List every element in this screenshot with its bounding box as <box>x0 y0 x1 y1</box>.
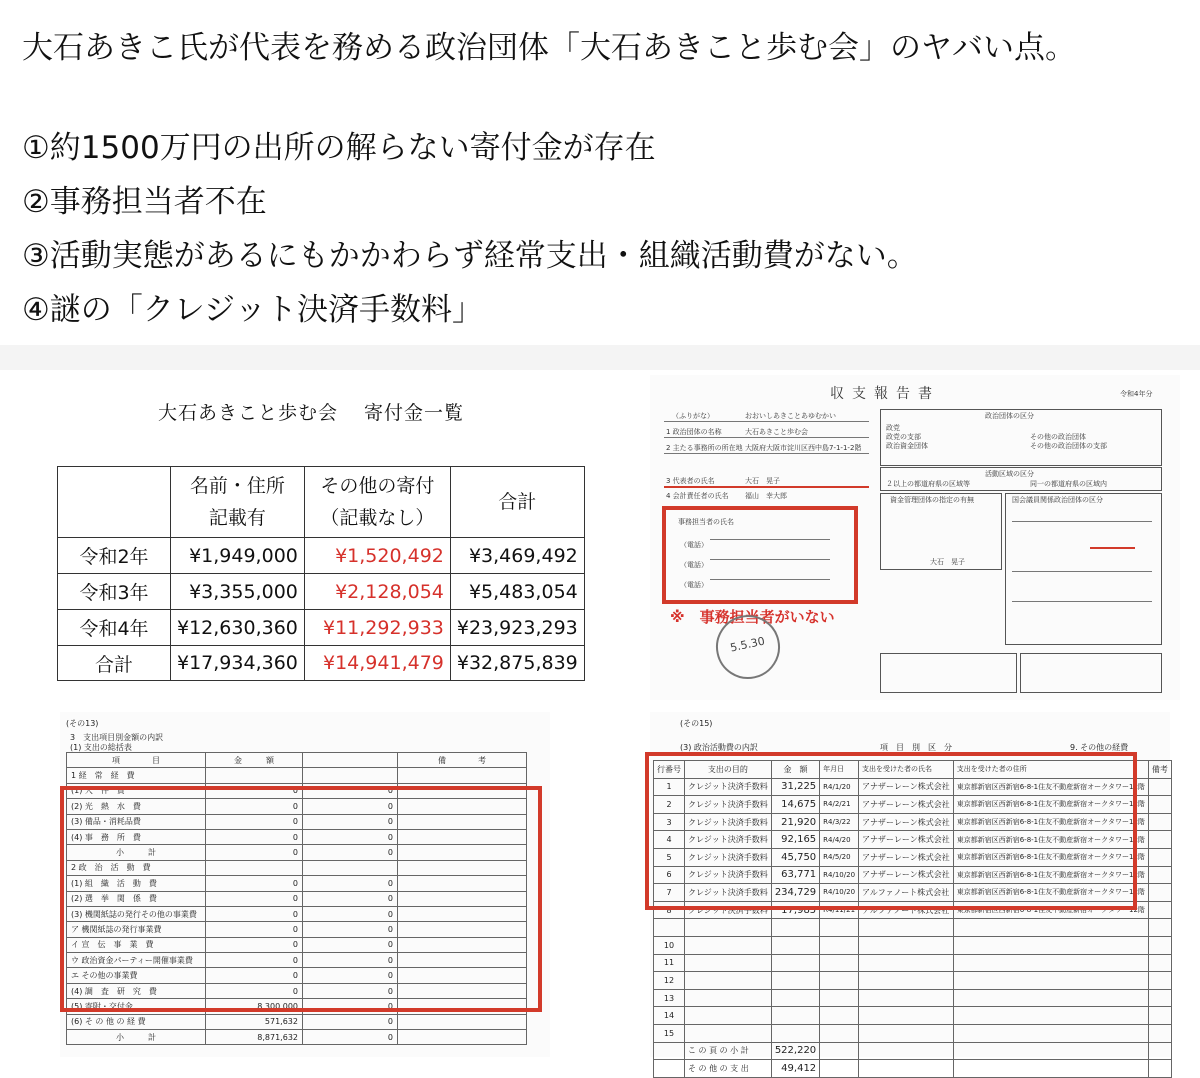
year-cell: 令和4年 <box>58 610 171 646</box>
zero-expense-redbox <box>60 786 542 1012</box>
receipt-stamp: 5.5.30 <box>710 609 786 685</box>
expense-item: 小 計 <box>67 845 206 860</box>
expense-item: (4) 事 務 所 費 <box>67 829 206 844</box>
donation-row <box>58 574 585 610</box>
grand-total: ¥32,875,839 <box>450 646 584 681</box>
named-total: ¥17,934,360 <box>171 646 305 681</box>
area-item: 同一の都道府県の区域内 <box>1030 480 1107 488</box>
report-row-label: 2 主たる事務所の所在地 <box>666 444 743 452</box>
phone-label: （電話） <box>680 581 708 589</box>
category-item: 政党の支部 <box>886 433 921 441</box>
section-head: 政治団体の区分 <box>985 412 1034 420</box>
blank-row: 10 <box>654 936 1172 954</box>
fee-row: 7 クレジット決済手数料 234,729 R4/10/20 アルファノート株式会社 東京都新宿区西新宿6-8-1住友不動産新宿オークタワー12階 <box>654 884 1172 902</box>
unnamed-header: その他の寄付 （記載なし） <box>304 467 450 538</box>
expense-summary-scan <box>60 712 550 1057</box>
phone-label: （電話） <box>680 541 708 549</box>
donation-row <box>58 538 585 574</box>
blank-row: 15 <box>654 1024 1172 1042</box>
report-year-tag: 令和4年分 <box>1120 390 1153 398</box>
report-row-value: 大阪府大阪市淀川区西中島7-1-1-2階 <box>745 444 862 452</box>
point-1: ①約1500万円の出所の解らない寄付金が存在 <box>22 130 656 166</box>
expense-item: エ その他の事業費 <box>67 968 206 983</box>
named-cell: ¥1,949,000 <box>171 538 305 574</box>
donation-total-row <box>58 646 585 681</box>
expense-item: 1 経 常 経 費 <box>67 768 206 783</box>
headline: 大石あきこ氏が代表を務める政治団体「大石あきこと歩む会」のヤバい点。 <box>22 30 1076 66</box>
report-heading: 収支報告書 <box>830 386 940 402</box>
expense-item: (2) 選 挙 関 係 費 <box>67 891 206 906</box>
total-cell: ¥5,483,054 <box>450 574 584 610</box>
unnamed-cell: ¥2,128,054 <box>304 574 450 610</box>
other-row: そ の 他 の 支 出 49,412 <box>654 1060 1172 1078</box>
blank-row: 12 <box>654 972 1172 990</box>
expense-item: (1) 組 織 活 動 費 <box>67 876 206 891</box>
subtotal-row: こ の 頁 の 小 計 522,220 <box>654 1042 1172 1060</box>
expense-item: (3) 機関紙誌の発行その他の事業費 <box>67 906 206 921</box>
expense-item: 小 計 <box>67 1030 206 1045</box>
fee-row: 3 クレジット決済手数料 21,920 R4/3/22 アナザーレーン株式会社 東京都新宿区西新宿6-8-1住友不動産新宿オークタワー12階 <box>654 813 1172 831</box>
total-label: 合計 <box>58 646 171 681</box>
blank-row <box>654 919 1172 937</box>
item-header: 項 目 <box>67 753 206 768</box>
credit-fee-redbox <box>645 752 1137 910</box>
report-row-label: 4 会計責任者の氏名 <box>666 492 729 500</box>
remark-header: 備 考 <box>398 753 527 768</box>
year-cell: 令和2年 <box>58 538 171 574</box>
expense-header-row <box>67 753 527 768</box>
point-2: ②事務担当者不在 <box>22 184 267 220</box>
expense-item: 2 政 治 活 動 費 <box>67 860 206 875</box>
unnamed-cell: ¥11,292,933 <box>304 610 450 646</box>
report-row-value: 福山 幸大郎 <box>745 492 787 500</box>
no-staff-notice: ※ 事務担当者がいない <box>670 608 835 626</box>
fee-row: 1 クレジット決済手数料 31,225 R4/1/20 アナザーレーン株式会社 東京都新宿区西新宿6-8-1住友不動産新宿オークタワー12階 <box>654 778 1172 796</box>
total-cell: ¥3,469,492 <box>450 538 584 574</box>
donation-group-name: 大石あきこと歩む会 <box>158 402 339 424</box>
expense-section: 3 支出項目別金額の内訳 <box>70 733 164 742</box>
header-text-area <box>0 0 1200 345</box>
category-item: 政治資金団体 <box>886 442 928 450</box>
expense-item: (5) 寄附・交付金 <box>67 999 206 1014</box>
fee-header-row: 行番号 支出の目的 金 額 年月日 支出を受けた者の氏名 支出を受けた者の住所 備考 <box>654 761 1172 779</box>
point-3: ③活動実態があるにもかかわらず経常支出・組織活動費がない。 <box>22 238 918 274</box>
point-4: ④謎の「クレジット決済手数料」 <box>22 292 484 328</box>
form-number: (その15) <box>680 719 713 728</box>
section-head: 資金管理団体の指定の有無 <box>890 496 974 504</box>
credit-fee-scan <box>650 712 1170 1074</box>
total-header: 合計 <box>450 467 584 538</box>
other-expense-label: 9. その他の経費 <box>1070 743 1129 752</box>
unnamed-cell: ¥1,520,492 <box>304 538 450 574</box>
sub-header <box>303 753 398 768</box>
section-head: 国会議員関係政治団体の区分 <box>1012 496 1103 504</box>
amount-header: 金 額 <box>206 753 303 768</box>
fee-row: 5 クレジット決済手数料 45,750 R4/5/20 アナザーレーン株式会社 東京都新宿区西新宿6-8-1住友不動産新宿オークタワー12階 <box>654 848 1172 866</box>
category-item: その他の政治団体 <box>1030 433 1086 441</box>
named-cell: ¥3,355,000 <box>171 574 305 610</box>
expense-item: ア 機関紙誌の発行事業費 <box>67 922 206 937</box>
total-cell: ¥23,923,293 <box>450 610 584 646</box>
blank-row: 13 <box>654 989 1172 1007</box>
year-cell: 令和3年 <box>58 574 171 610</box>
area-item: ２以上の都道府県の区域等 <box>886 480 970 488</box>
corner-cell <box>58 467 171 538</box>
fee-row: 4 クレジット決済手数料 92,165 R4/4/20 アナザーレーン株式会社 東京都新宿区西新宿6-8-1住友不動産新宿オークタワー12階 <box>654 831 1172 849</box>
fee-row: 8 クレジット決済手数料 17,985 R4/11/21 アルファノート株式会社 東京都新宿区西新宿6-8-1住友不動産新宿オークタワー12階 <box>654 901 1172 919</box>
phone-label: （電話） <box>680 561 708 569</box>
blank-row: 14 <box>654 1007 1172 1025</box>
report-row-value: 大石 晃子 <box>745 477 780 485</box>
report-row-label: 3 代表者の氏名 <box>666 477 715 485</box>
expense-item: ウ 政治資金パーティー開催事業費 <box>67 953 206 968</box>
income-report-scan <box>650 375 1180 700</box>
donation-table <box>57 466 585 681</box>
donation-title <box>158 398 464 425</box>
donation-row <box>58 610 585 646</box>
category-item: その他の政治団体の支部 <box>1030 442 1107 450</box>
form-number: (その13) <box>66 719 99 728</box>
fees-section: (3) 政治活動費の内訳 <box>680 743 758 752</box>
expense-item: (4) 調 査 研 究 費 <box>67 983 206 998</box>
named-header: 名前・住所 記載有 <box>171 467 305 538</box>
divider-band <box>0 345 1200 370</box>
unnamed-total: ¥14,941,479 <box>304 646 450 681</box>
expense-table: 項 目 金 額 備 考 1 経 常 経 費 (1) 人 件 費 0 0 (2) 光 熱 水 費 0 0 (3) 備品・消耗品費 0 0 (4) 事 務 所 費 0 0 小 計 0 0 2 政 治 活 動 費 (1) 組 織 活 動 費 0 0 (2) 選 挙 関 係 費 0 0 (3) 機関紙誌の発行その他の事業費 0 0 ア 機関紙誌の発行事業費 0 0 イ 宣 伝 事 業 費 0 0 ウ 政治資金パーティー開催事業費 0 0 エ その他の事業費 0 0 (4) 調 査 研 究 費 0 0 (5) 寄附・交付金 8,300,000 0 (6) そ の 他 の 経 費 571,632 0 小 計 8,871,632 0 <box>66 752 527 1045</box>
report-row-label: 1 政治団体の名称 <box>666 428 722 436</box>
expense-item: イ 宣 伝 事 業 費 <box>67 937 206 952</box>
expense-item: (3) 備品・消耗品費 <box>67 814 206 829</box>
named-cell: ¥12,630,360 <box>171 610 305 646</box>
fee-row: 6 クレジット決済手数料 63,771 R4/10/20 アナザーレーン株式会社 東京都新宿区西新宿6-8-1住友不動産新宿オークタワー12階 <box>654 866 1172 884</box>
expense-item: (2) 光 熱 水 費 <box>67 799 206 814</box>
donation-subtitle: 寄付金一覧 <box>364 402 465 424</box>
category-label: 項 目 別 区 分 <box>880 743 952 752</box>
report-row-value: 大石あきこと歩む会 <box>745 428 808 436</box>
office-staff-label: 事務担当者の氏名 <box>678 518 734 526</box>
fee-row: 2 クレジット決済手数料 14,675 R4/2/21 アナザーレーン株式会社 東京都新宿区西新宿6-8-1住友不動産新宿オークタワー12階 <box>654 796 1172 814</box>
expense-item: (1) 人 件 費 <box>67 783 206 798</box>
expense-sub: (1) 支出の総括表 <box>70 743 132 752</box>
category-item: 政党 <box>886 424 900 432</box>
blank-row: 11 <box>654 954 1172 972</box>
furigana: おおいしあきことあゆむかい <box>745 412 836 420</box>
expense-item: (6) そ の 他 の 経 費 <box>67 1014 206 1029</box>
donation-header-row <box>58 467 585 538</box>
section-head: 活動区域の区分 <box>985 470 1034 478</box>
designated-name: 大石 晃子 <box>930 558 965 566</box>
reading-label: （ふりがな） <box>672 412 714 420</box>
